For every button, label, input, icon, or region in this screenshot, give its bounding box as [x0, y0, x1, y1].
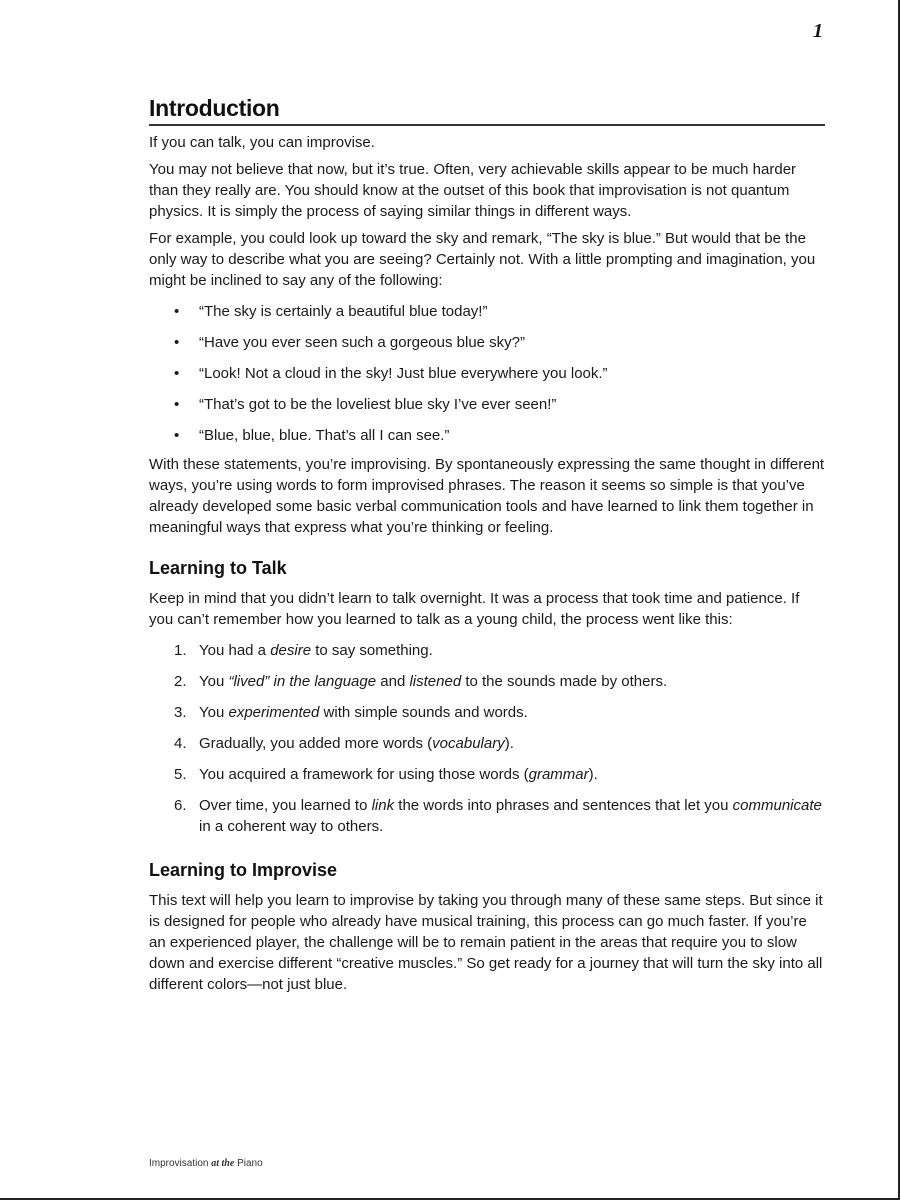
- list-item: 6. Over time, you learned to link the words into phrases and sentences that let you communicate in a coherent way to others.: [174, 797, 822, 835]
- page-content: [149, 95, 825, 995]
- list-item: 2. You “lived” in the language and listened to the sounds made by others.: [174, 673, 668, 690]
- intro-paragraph-3: With these statements, you’re improvising. By spontaneously expressing the same thought in different ways, you’re using words to form improvised phrases. The reason it seems so simple is that you’ve already developed some basic verbal communication tools and have learned to link them together in meaningful ways that express what you’re thinking or feeling.: [149, 456, 825, 536]
- section-heading-learning-to-improvise: Learning to Improvise: [149, 860, 338, 880]
- footer-title-part: Piano: [237, 1158, 263, 1169]
- page-title: Introduction: [149, 95, 825, 126]
- intro-paragraph-1: You may not believe that now, but it’s true. Often, very achievable skills appear to be much harder than they really are. You should know at the outset of this book that improvisation is not quantum physics. It is simply the process of saying similar things in different ways.: [149, 161, 797, 220]
- improvise-paragraph: This text will help you learn to improvise by taking you through many of these same steps. But since it is designed for people who already have musical training, this process can go much faster. If you’re an experienced player, the challenge will be to remain patient in the areas that require you to slow down and exercise different “creative muscles.” So get ready for a journey that will turn the sky into all different colors—not just blue.: [149, 892, 823, 993]
- list-item: • “Look! Not a cloud in the sky! Just blue everywhere you look.”: [149, 363, 825, 384]
- talk-paragraph: Keep in mind that you didn’t learn to talk overnight. It was a process that took time and patience. If you can’t remember how you learned to talk as a young child, the process went like this:: [149, 590, 800, 628]
- list-item: • “Have you ever seen such a gorgeous blue sky?”: [149, 332, 825, 353]
- intro-paragraph-2: For example, you could look up toward the sky and remark, “The sky is blue.” But would that be the only way to describe what you are seeing? Certainly not. With a little prompting and imagination, you might be inclined to say any of the following:: [149, 230, 816, 289]
- sky-examples-list: [149, 301, 825, 446]
- page-number: 1: [813, 20, 823, 42]
- list-item: • “That’s got to be the loveliest blue sky I’ve ever seen!”: [149, 394, 825, 415]
- intro-opening-line: If you can talk, you can improvise.: [149, 134, 375, 151]
- learning-steps-list: [149, 640, 825, 837]
- list-item: 3. You experimented with simple sounds and words.: [174, 704, 528, 721]
- list-item: • “The sky is certainly a beautiful blue today!”: [149, 301, 825, 322]
- list-item: 1. You had a desire to say something.: [174, 642, 433, 659]
- running-footer: [149, 1158, 263, 1169]
- footer-title-part: Improvisation: [149, 1158, 209, 1169]
- footer-title-part: at the: [211, 1158, 235, 1169]
- list-item: • “Blue, blue, blue. That’s all I can see.”: [149, 425, 825, 446]
- section-heading-learning-to-talk: Learning to Talk: [149, 558, 287, 578]
- list-item: 4. Gradually, you added more words (vocabulary).: [174, 735, 514, 752]
- list-item: 5. You acquired a framework for using those words (grammar).: [174, 766, 598, 783]
